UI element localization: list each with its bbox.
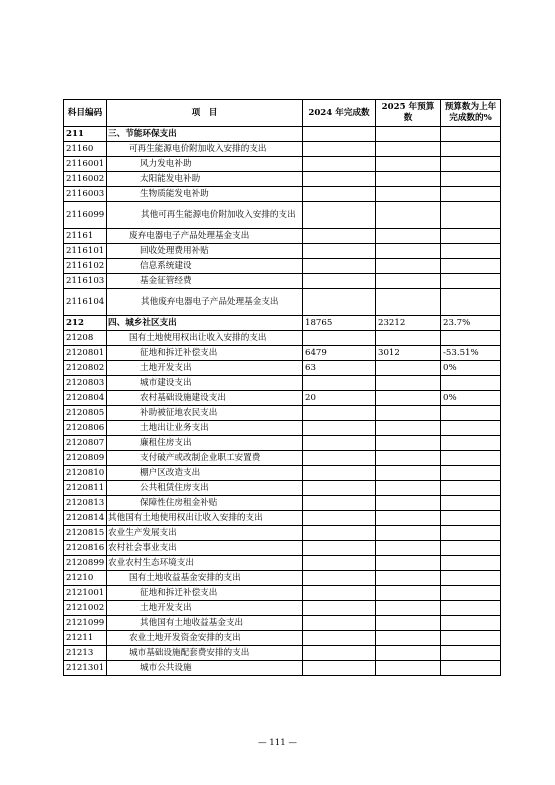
cell-code: 2120801 xyxy=(64,346,107,361)
cell-2025-budget xyxy=(376,661,441,676)
cell-code: 2116001 xyxy=(64,157,107,172)
cell-ratio xyxy=(441,646,501,661)
table-header-row xyxy=(64,100,501,127)
cell-item: 公共租赁住房支出 xyxy=(107,481,303,496)
table-row xyxy=(64,586,501,601)
cell-2024-actual xyxy=(303,466,376,481)
cell-item: 三、节能环保支出 xyxy=(107,127,303,142)
cell-ratio: 0% xyxy=(441,391,501,406)
cell-2025-budget xyxy=(376,289,441,316)
cell-ratio xyxy=(441,202,501,229)
cell-code: 2120813 xyxy=(64,496,107,511)
cell-2024-actual xyxy=(303,229,376,244)
cell-2024-actual xyxy=(303,202,376,229)
cell-code: 212 xyxy=(64,316,107,331)
cell-2025-budget xyxy=(376,646,441,661)
page-number: — 111 — xyxy=(257,738,298,748)
cell-ratio xyxy=(441,616,501,631)
cell-ratio xyxy=(441,331,501,346)
cell-code: 2120806 xyxy=(64,421,107,436)
cell-2025-budget xyxy=(376,274,441,289)
cell-ratio xyxy=(441,172,501,187)
cell-code: 2120805 xyxy=(64,406,107,421)
cell-item: 国有土地使用权出让收入安排的支出 xyxy=(107,331,303,346)
cell-2024-actual xyxy=(303,274,376,289)
cell-item: 其他可再生能源电价附加收入安排的支出 xyxy=(107,202,303,229)
cell-2025-budget xyxy=(376,526,441,541)
budget-table xyxy=(63,99,501,676)
cell-ratio xyxy=(441,259,501,274)
cell-item: 支付破产或改制企业职工安置费 xyxy=(107,451,303,466)
cell-2024-actual xyxy=(303,586,376,601)
table-row xyxy=(64,274,501,289)
cell-item: 基金征管经费 xyxy=(107,274,303,289)
table-row xyxy=(64,244,501,259)
table-row xyxy=(64,556,501,571)
cell-item: 其他废弃电器电子产品处理基金支出 xyxy=(107,289,303,316)
cell-code: 2120803 xyxy=(64,376,107,391)
cell-2024-actual xyxy=(303,157,376,172)
header-item: 项 目 xyxy=(107,100,303,127)
cell-2024-actual: 63 xyxy=(303,361,376,376)
cell-2024-actual xyxy=(303,331,376,346)
cell-2025-budget xyxy=(376,466,441,481)
table-row xyxy=(64,601,501,616)
cell-ratio xyxy=(441,436,501,451)
cell-2024-actual xyxy=(303,646,376,661)
cell-2024-actual xyxy=(303,631,376,646)
cell-ratio xyxy=(441,421,501,436)
cell-2025-budget xyxy=(376,421,441,436)
cell-ratio xyxy=(441,466,501,481)
cell-code: 2121301 xyxy=(64,661,107,676)
cell-ratio xyxy=(441,127,501,142)
table-row xyxy=(64,202,501,229)
cell-item: 国有土地收益基金安排的支出 xyxy=(107,571,303,586)
cell-item: 城市基础设施配套费安排的支出 xyxy=(107,646,303,661)
cell-2025-budget xyxy=(376,436,441,451)
table-row xyxy=(64,361,501,376)
table-row xyxy=(64,406,501,421)
table-row xyxy=(64,289,501,316)
cell-2025-budget xyxy=(376,571,441,586)
cell-ratio xyxy=(441,406,501,421)
cell-code: 2120814 xyxy=(64,511,107,526)
cell-item: 农村基础设施建设支出 xyxy=(107,391,303,406)
cell-2024-actual xyxy=(303,406,376,421)
cell-ratio xyxy=(441,661,501,676)
cell-2025-budget xyxy=(376,229,441,244)
table-row xyxy=(64,187,501,202)
cell-code: 2120807 xyxy=(64,436,107,451)
cell-code: 2120809 xyxy=(64,451,107,466)
cell-2025-budget xyxy=(376,556,441,571)
cell-2024-actual xyxy=(303,526,376,541)
cell-code: 2116104 xyxy=(64,289,107,316)
cell-code: 2121001 xyxy=(64,586,107,601)
cell-code: 2116099 xyxy=(64,202,107,229)
header-2025-budget: 2025 年预算数 xyxy=(376,100,441,127)
cell-2025-budget: 3012 xyxy=(376,346,441,361)
cell-2025-budget xyxy=(376,601,441,616)
cell-code: 2120810 xyxy=(64,466,107,481)
cell-item: 城市建设支出 xyxy=(107,376,303,391)
cell-code: 2116003 xyxy=(64,187,107,202)
cell-ratio xyxy=(441,187,501,202)
cell-2025-budget xyxy=(376,616,441,631)
cell-code: 21211 xyxy=(64,631,107,646)
table-row xyxy=(64,346,501,361)
cell-2024-actual xyxy=(303,127,376,142)
cell-2024-actual xyxy=(303,571,376,586)
cell-item: 废弃电器电子产品处理基金支出 xyxy=(107,229,303,244)
table-row xyxy=(64,259,501,274)
cell-ratio xyxy=(441,274,501,289)
cell-2025-budget xyxy=(376,451,441,466)
cell-item: 四、城乡社区支出 xyxy=(107,316,303,331)
cell-2024-actual xyxy=(303,421,376,436)
cell-ratio xyxy=(441,376,501,391)
cell-2024-actual: 18765 xyxy=(303,316,376,331)
cell-2025-budget xyxy=(376,187,441,202)
cell-ratio xyxy=(441,631,501,646)
cell-code: 2120899 xyxy=(64,556,107,571)
table-row xyxy=(64,331,501,346)
cell-ratio xyxy=(441,157,501,172)
cell-item: 农村社会事业支出 xyxy=(107,541,303,556)
table-row xyxy=(64,127,501,142)
cell-ratio xyxy=(441,481,501,496)
cell-2024-actual: 6479 xyxy=(303,346,376,361)
cell-code: 2121099 xyxy=(64,616,107,631)
cell-item: 土地开发支出 xyxy=(107,601,303,616)
cell-code: 2116102 xyxy=(64,259,107,274)
cell-ratio xyxy=(441,511,501,526)
cell-2025-budget xyxy=(376,631,441,646)
cell-code: 21160 xyxy=(64,142,107,157)
table-row xyxy=(64,229,501,244)
cell-2025-budget xyxy=(376,259,441,274)
cell-item: 征地和拆迁补偿支出 xyxy=(107,586,303,601)
cell-ratio xyxy=(441,526,501,541)
cell-2025-budget xyxy=(376,586,441,601)
cell-2025-budget xyxy=(376,244,441,259)
cell-ratio xyxy=(441,556,501,571)
cell-item: 其他国有土地使用权出让收入安排的支出 xyxy=(107,511,303,526)
cell-ratio xyxy=(441,586,501,601)
table-row xyxy=(64,646,501,661)
table-row xyxy=(64,481,501,496)
cell-item: 土地出让业务支出 xyxy=(107,421,303,436)
table-row xyxy=(64,631,501,646)
cell-ratio xyxy=(441,541,501,556)
cell-2024-actual xyxy=(303,244,376,259)
cell-2024-actual xyxy=(303,376,376,391)
table-row xyxy=(64,571,501,586)
cell-code: 21208 xyxy=(64,331,107,346)
cell-2024-actual xyxy=(303,601,376,616)
cell-item: 补助被征地农民支出 xyxy=(107,406,303,421)
cell-item: 征地和拆迁补偿支出 xyxy=(107,346,303,361)
cell-2024-actual xyxy=(303,496,376,511)
table-row xyxy=(64,172,501,187)
table-row xyxy=(64,541,501,556)
cell-2025-budget xyxy=(376,331,441,346)
cell-2024-actual xyxy=(303,661,376,676)
cell-2025-budget xyxy=(376,157,441,172)
cell-item: 其他国有土地收益基金支出 xyxy=(107,616,303,631)
cell-ratio xyxy=(441,451,501,466)
cell-code: 2120816 xyxy=(64,541,107,556)
cell-2024-actual xyxy=(303,259,376,274)
cell-2024-actual xyxy=(303,511,376,526)
cell-2024-actual xyxy=(303,187,376,202)
cell-2025-budget xyxy=(376,481,441,496)
table-row xyxy=(64,316,501,331)
cell-2025-budget xyxy=(376,511,441,526)
cell-ratio xyxy=(441,142,501,157)
table-body xyxy=(64,127,501,676)
table-row xyxy=(64,451,501,466)
cell-2025-budget xyxy=(376,391,441,406)
cell-2024-actual xyxy=(303,172,376,187)
cell-2025-budget xyxy=(376,376,441,391)
table-row xyxy=(64,376,501,391)
cell-2025-budget xyxy=(376,361,441,376)
cell-2025-budget xyxy=(376,127,441,142)
cell-item: 太阳能发电补助 xyxy=(107,172,303,187)
cell-item: 城市公共设施 xyxy=(107,661,303,676)
cell-2025-budget xyxy=(376,541,441,556)
table-row xyxy=(64,511,501,526)
cell-2025-budget xyxy=(376,142,441,157)
cell-item: 风力发电补助 xyxy=(107,157,303,172)
cell-code: 2116101 xyxy=(64,244,107,259)
cell-ratio xyxy=(441,289,501,316)
cell-2024-actual: 20 xyxy=(303,391,376,406)
cell-ratio xyxy=(441,496,501,511)
cell-item: 农业土地开发资金安排的支出 xyxy=(107,631,303,646)
cell-item: 生物质能发电补助 xyxy=(107,187,303,202)
cell-code: 2120811 xyxy=(64,481,107,496)
cell-ratio: 23.7% xyxy=(441,316,501,331)
cell-item: 保障性住房租金补贴 xyxy=(107,496,303,511)
cell-2025-budget xyxy=(376,496,441,511)
cell-item: 廉租住房支出 xyxy=(107,436,303,451)
cell-2024-actual xyxy=(303,142,376,157)
table-row xyxy=(64,391,501,406)
cell-code: 21213 xyxy=(64,646,107,661)
cell-code: 2121002 xyxy=(64,601,107,616)
header-code: 科目编码 xyxy=(64,100,107,127)
cell-code: 21210 xyxy=(64,571,107,586)
table-row xyxy=(64,421,501,436)
cell-2024-actual xyxy=(303,616,376,631)
cell-item: 农业生产发展支出 xyxy=(107,526,303,541)
header-2024-actual: 2024 年完成数 xyxy=(303,100,376,127)
cell-2024-actual xyxy=(303,436,376,451)
table-row xyxy=(64,142,501,157)
table-row xyxy=(64,157,501,172)
cell-item: 信息系统建设 xyxy=(107,259,303,274)
table-row xyxy=(64,466,501,481)
cell-2025-budget xyxy=(376,202,441,229)
cell-code: 2116103 xyxy=(64,274,107,289)
cell-2025-budget xyxy=(376,406,441,421)
cell-ratio xyxy=(441,571,501,586)
cell-item: 回收处理费用补贴 xyxy=(107,244,303,259)
cell-2024-actual xyxy=(303,451,376,466)
table-row xyxy=(64,496,501,511)
cell-2024-actual xyxy=(303,481,376,496)
cell-ratio: 0% xyxy=(441,361,501,376)
cell-item: 农业农村生态环境支出 xyxy=(107,556,303,571)
cell-item: 可再生能源电价附加收入安排的支出 xyxy=(107,142,303,157)
cell-code: 21161 xyxy=(64,229,107,244)
table-row xyxy=(64,661,501,676)
cell-code: 2120804 xyxy=(64,391,107,406)
header-ratio: 预算数为上年完成数的% xyxy=(441,100,501,127)
cell-code: 2116002 xyxy=(64,172,107,187)
table-row xyxy=(64,616,501,631)
table-row xyxy=(64,526,501,541)
cell-ratio xyxy=(441,244,501,259)
cell-code: 2120815 xyxy=(64,526,107,541)
cell-ratio: -53.51% xyxy=(441,346,501,361)
cell-2024-actual xyxy=(303,289,376,316)
table-row xyxy=(64,436,501,451)
cell-2024-actual xyxy=(303,541,376,556)
cell-2025-budget xyxy=(376,172,441,187)
cell-item: 土地开发支出 xyxy=(107,361,303,376)
cell-2025-budget: 23212 xyxy=(376,316,441,331)
cell-2024-actual xyxy=(303,556,376,571)
cell-item: 棚户区改造支出 xyxy=(107,466,303,481)
cell-ratio xyxy=(441,601,501,616)
cell-ratio xyxy=(441,229,501,244)
cell-code: 211 xyxy=(64,127,107,142)
cell-code: 2120802 xyxy=(64,361,107,376)
